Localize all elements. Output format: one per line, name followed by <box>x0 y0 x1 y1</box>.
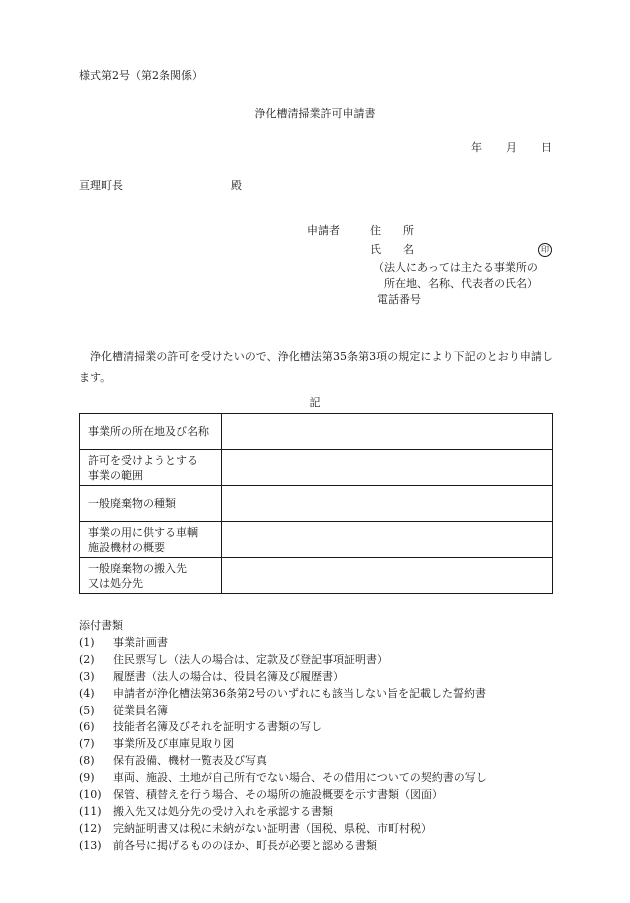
row-label: 事業所の所在地及び名称 <box>80 414 222 450</box>
application-statement: 浄化槽清掃業の許可を受けたいので、浄化槽法第35条第3項の規定により下記のとおり申請します。 <box>79 350 553 384</box>
date-year: 年 <box>471 141 482 154</box>
applicant-note-line1: （法人にあっては主たる事業所の <box>373 261 538 274</box>
row-label: 一般廃棄物の種類 <box>80 486 222 522</box>
table-row <box>80 414 553 450</box>
row-value-field[interactable] <box>222 522 553 558</box>
name-label: 氏 名 <box>370 243 414 256</box>
attachments-title: 添付書類 <box>79 619 123 632</box>
row-label: 許可を受けようとする 事業の範囲 <box>80 450 222 486</box>
seal-mark: 印 <box>538 243 552 257</box>
row-value-field[interactable] <box>222 414 553 450</box>
phone-label: 電話番号 <box>377 293 421 306</box>
row-value-field[interactable] <box>222 558 553 594</box>
row-label: 事業の用に供する車輌 施設機材の概要 <box>80 522 222 558</box>
applicant-label: 申請者 <box>307 224 340 237</box>
table-row <box>80 450 553 486</box>
addressee-suffix: 殿 <box>231 179 242 192</box>
document-title: 浄化槽清掃業許可申請書 <box>254 107 376 120</box>
form-number: 様式第2号（第2条関係） <box>79 69 203 82</box>
date-month: 月 <box>506 141 517 154</box>
row-value-field[interactable] <box>222 450 553 486</box>
address-label: 住 所 <box>370 224 414 237</box>
applicant-note-line2: 所在地、名称、代表者の氏名） <box>384 277 538 290</box>
addressee-name: 亘理町長 <box>79 179 123 192</box>
row-value-field[interactable] <box>222 486 553 522</box>
ki-heading: 記 <box>309 396 321 409</box>
row-label: 一般廃棄物の搬入先 又は処分先 <box>80 558 222 594</box>
addressee <box>79 179 242 192</box>
table-row <box>80 486 553 522</box>
table-row <box>80 522 553 558</box>
table-row <box>80 558 553 594</box>
date-day: 日 <box>541 141 552 154</box>
application-details-table <box>79 413 553 594</box>
